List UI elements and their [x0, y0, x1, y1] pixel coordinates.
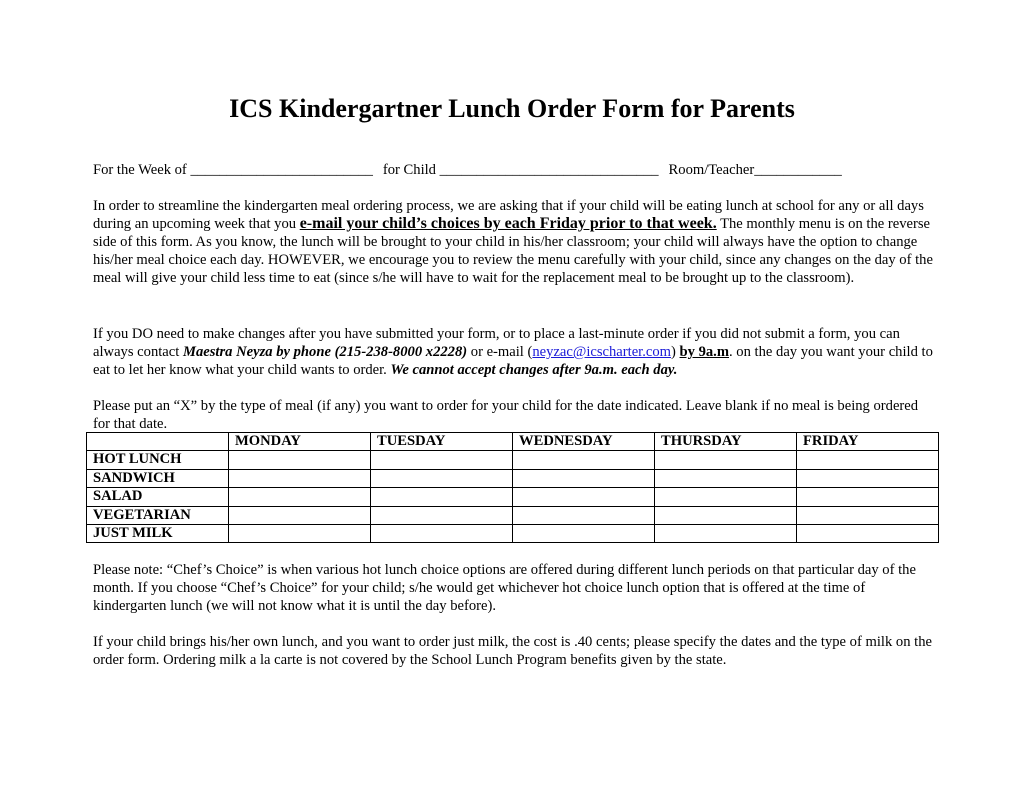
meal-label: HOT LUNCH: [87, 451, 229, 469]
order-cell[interactable]: [797, 524, 939, 542]
order-cell[interactable]: [229, 524, 371, 542]
day-header: MONDAY: [229, 433, 371, 451]
order-cell[interactable]: [513, 469, 655, 487]
order-cell[interactable]: [229, 488, 371, 506]
order-cell[interactable]: [655, 469, 797, 487]
meal-label: VEGETARIAN: [87, 506, 229, 524]
table-header-row: [87, 433, 939, 451]
changes-warning: We cannot accept changes after 9a.m. each day.: [390, 362, 678, 378]
order-cell[interactable]: [797, 469, 939, 487]
table-row: [87, 488, 939, 506]
order-cell[interactable]: [655, 451, 797, 469]
order-cell[interactable]: [513, 451, 655, 469]
day-header: FRIDAY: [797, 433, 939, 451]
meal-label: SALAD: [87, 488, 229, 506]
table-row: [87, 524, 939, 542]
meal-order-table: [86, 432, 939, 543]
intro-text-end: The monthly menu is on the reverse side of this form. As you know, the lunch will be brought to your child in his/her classroom; your child will always have the option to change his/her meal choice each day. HOWEVER, we encourage you to review the menu carefully with your child, since any changes on the day of the meal will give your child less time to eat (since s/he will have to wait for the replacement meal to be brought up to the classroom).: [93, 216, 933, 286]
order-cell[interactable]: [655, 506, 797, 524]
milk-note: If your child brings his/her own lunch, and you want to order just milk, the cost is .40 cents; please specify the dates and the type of milk on the order form. Ordering milk a la carte is not covered by the School Lunch Program benefits given by the state.: [93, 634, 932, 668]
week-field[interactable]: For the Week of _________________________: [93, 162, 373, 178]
order-cell[interactable]: [513, 506, 655, 524]
contact-info: Maestra Neyza by phone (215-238-8000 x2228): [182, 344, 468, 360]
order-cell[interactable]: [655, 524, 797, 542]
day-header: THURSDAY: [655, 433, 797, 451]
order-cell[interactable]: [513, 488, 655, 506]
changes-paragraph: [93, 325, 938, 379]
instruction-paragraph: Please put an “X” by the type of meal (if any) you want to order for your child for the date indicated. Leave blank if no meal is being ordered for that date.: [93, 398, 919, 432]
deadline-text: by 9a.m: [679, 344, 729, 360]
order-cell[interactable]: [513, 524, 655, 542]
order-cell[interactable]: [371, 488, 513, 506]
changes-text-1: If you DO need to make changes after you have submitted your form, or to place a last-minute order if you did not submit a form, you can always contact: [93, 326, 900, 360]
table-row: [87, 451, 939, 469]
order-cell[interactable]: [797, 506, 939, 524]
email-link[interactable]: neyzac@icscharter.com: [532, 344, 672, 360]
order-cell[interactable]: [797, 451, 939, 469]
header-fields-line: [93, 161, 938, 179]
room-teacher-field[interactable]: Room/Teacher____________: [668, 162, 842, 178]
day-header: WEDNESDAY: [513, 433, 655, 451]
page-title: ICS Kindergartner Lunch Order Form for Parents: [229, 94, 795, 123]
changes-text-2: or e-mail (: [467, 344, 533, 360]
order-cell[interactable]: [229, 469, 371, 487]
table-row: [87, 506, 939, 524]
intro-text-start: In order to streamline the kindergarten meal ordering process, we are asking that if your child will be eating lunch at school for any or all days during an upcoming week that you: [93, 198, 924, 232]
changes-text-4: . on the day you want your child to eat to let her know what your child wants to order.: [93, 344, 933, 378]
order-cell[interactable]: [797, 488, 939, 506]
order-cell[interactable]: [229, 506, 371, 524]
intro-emphasis: e-mail your child’s choices by each Friday prior to that week.: [299, 215, 717, 232]
order-cell[interactable]: [371, 506, 513, 524]
order-cell[interactable]: [371, 524, 513, 542]
corner-cell: [87, 433, 229, 451]
meal-label: SANDWICH: [87, 469, 229, 487]
chefs-choice-note: Please note: “Chef’s Choice” is when various hot lunch choice options are offered during different lunch periods on that particular day of the month. If you choose “Chef’s Choice” for your child; s/he would get whichever hot choice lunch option that is offered at the time of kindergarten lunch (we will not know what it is until the day before).: [93, 562, 916, 614]
child-field[interactable]: for Child ______________________________: [382, 162, 659, 178]
day-header: TUESDAY: [371, 433, 513, 451]
meal-label: JUST MILK: [87, 524, 229, 542]
order-cell[interactable]: [229, 451, 371, 469]
order-cell[interactable]: [655, 488, 797, 506]
table-row: [87, 469, 939, 487]
changes-text-3: ): [671, 344, 680, 360]
order-cell[interactable]: [371, 451, 513, 469]
order-cell[interactable]: [371, 469, 513, 487]
intro-paragraph: [93, 197, 938, 287]
